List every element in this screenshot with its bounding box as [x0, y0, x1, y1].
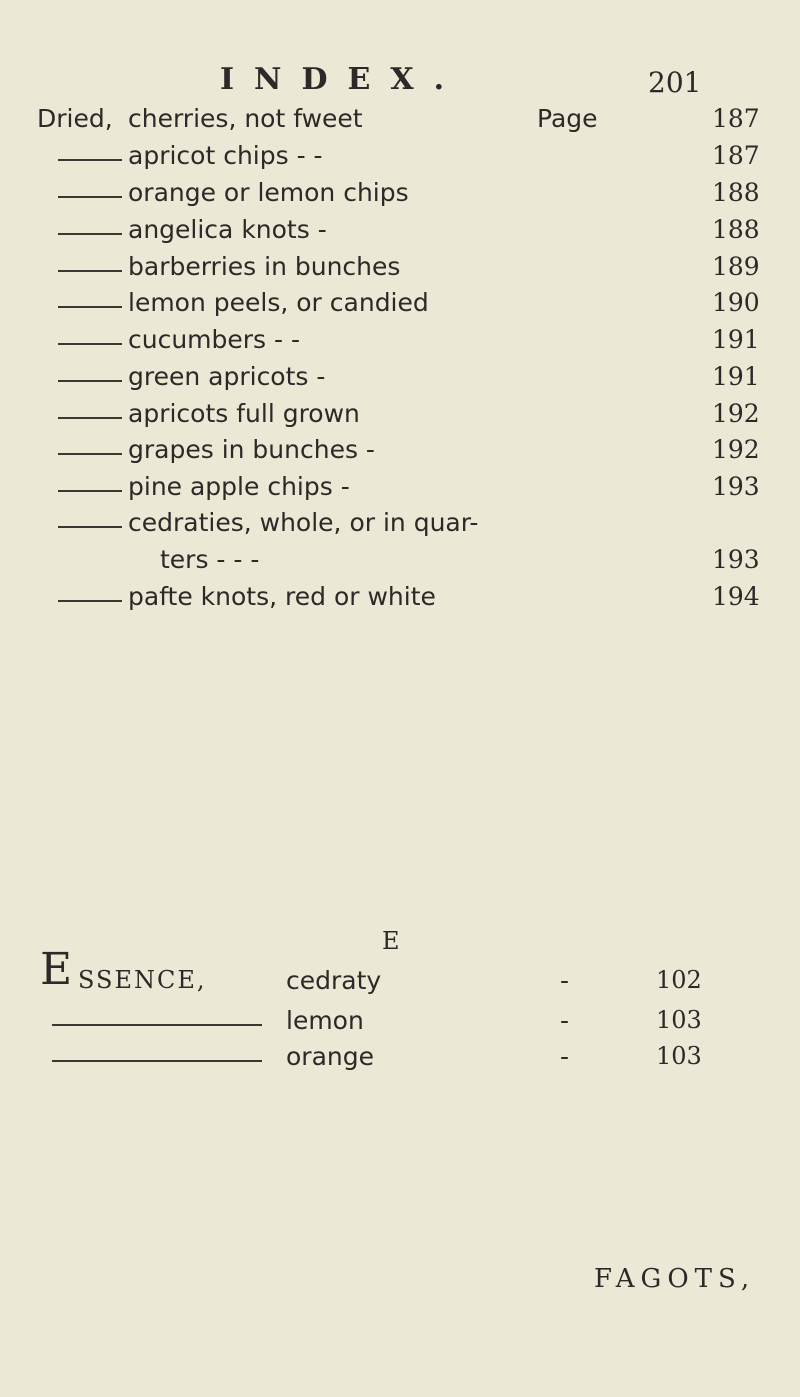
- entry-dash: -: [560, 1042, 570, 1071]
- entry-page: 187: [712, 141, 760, 170]
- ditto-dash: [58, 600, 122, 602]
- essence-entry: [0, 944, 800, 1003]
- entry-page: 103: [656, 1042, 702, 1070]
- entry-text: apricots full grown: [128, 399, 360, 428]
- entry-text: cedraties, whole, or in quar-: [128, 508, 479, 537]
- entry-page: 188: [712, 178, 760, 207]
- index-entry: [0, 362, 800, 399]
- entry-page: 193: [712, 545, 760, 574]
- entry-lead: SSENCE,: [78, 966, 207, 994]
- ditto-dash: [58, 453, 122, 455]
- page-label: Page: [537, 104, 598, 133]
- entry-page: 194: [712, 582, 760, 611]
- entry-text: green apricots -: [128, 362, 326, 391]
- entry-page: 191: [712, 325, 760, 354]
- ditto-dash: [58, 270, 122, 272]
- entry-page: 193: [712, 472, 760, 501]
- index-entry: [0, 141, 800, 178]
- entry-text: apricot chips - -: [128, 141, 323, 170]
- page-number: 201: [648, 66, 702, 99]
- entry-page: 192: [712, 399, 760, 428]
- index-entry: [0, 582, 800, 619]
- index-entry: [0, 215, 800, 252]
- entry-page: 192: [712, 435, 760, 464]
- ditto-dash: [52, 1060, 262, 1062]
- index-entry: [0, 288, 800, 325]
- entry-page: 189: [712, 252, 760, 281]
- ditto-dash: [58, 233, 122, 235]
- entry-text: grapes in bunches -: [128, 435, 375, 464]
- entry-dash: -: [560, 966, 570, 995]
- index-entry: [0, 178, 800, 215]
- entry-page: 102: [656, 966, 702, 994]
- entry-text: cedraty: [286, 966, 382, 995]
- index-entry: [0, 252, 800, 289]
- entry-text: ters - - -: [160, 545, 260, 574]
- index-heading: INDEX.: [220, 62, 465, 97]
- entry-page: 188: [712, 215, 760, 244]
- ditto-dash: [58, 159, 122, 161]
- index-entry: [0, 472, 800, 509]
- entry-page: 187: [712, 104, 760, 133]
- entry-text: lemon: [286, 1006, 364, 1035]
- catchword: FAGOTS,: [594, 1264, 756, 1294]
- entry-text: orange or lemon chips: [128, 178, 409, 207]
- ditto-dash: [58, 196, 122, 198]
- entry-page: 191: [712, 362, 760, 391]
- index-entry: [0, 545, 800, 582]
- ditto-dash: [58, 306, 122, 308]
- entry-text: cherries, not fweet: [128, 104, 363, 133]
- entry-lead: Dried,: [37, 104, 113, 133]
- index-entry: [0, 508, 800, 545]
- essence-entry: [0, 1042, 800, 1079]
- essence-entry: [0, 1006, 800, 1043]
- ditto-dash: [58, 343, 122, 345]
- ditto-dash: [58, 417, 122, 419]
- entry-text: pine apple chips -: [128, 472, 350, 501]
- entry-dash: -: [560, 1006, 570, 1035]
- index-entry: [0, 104, 800, 141]
- entry-text: barberries in bunches: [128, 252, 401, 281]
- index-entry: [0, 399, 800, 436]
- index-entry: [0, 325, 800, 362]
- ditto-dash: [52, 1024, 262, 1026]
- ditto-dash: [58, 380, 122, 382]
- entry-text: pafte knots, red or white: [128, 582, 436, 611]
- entry-page: 190: [712, 288, 760, 317]
- entry-text: orange: [286, 1042, 374, 1071]
- entry-text: lemon peels, or candied: [128, 288, 429, 317]
- entry-page: 103: [656, 1006, 702, 1034]
- ditto-dash: [58, 526, 122, 528]
- ditto-dash: [58, 490, 122, 492]
- index-entry: [0, 435, 800, 472]
- section-letter: E: [382, 927, 400, 955]
- drop-initial: E: [40, 944, 73, 995]
- entry-text: angelica knots -: [128, 215, 327, 244]
- entry-text: cucumbers - -: [128, 325, 301, 354]
